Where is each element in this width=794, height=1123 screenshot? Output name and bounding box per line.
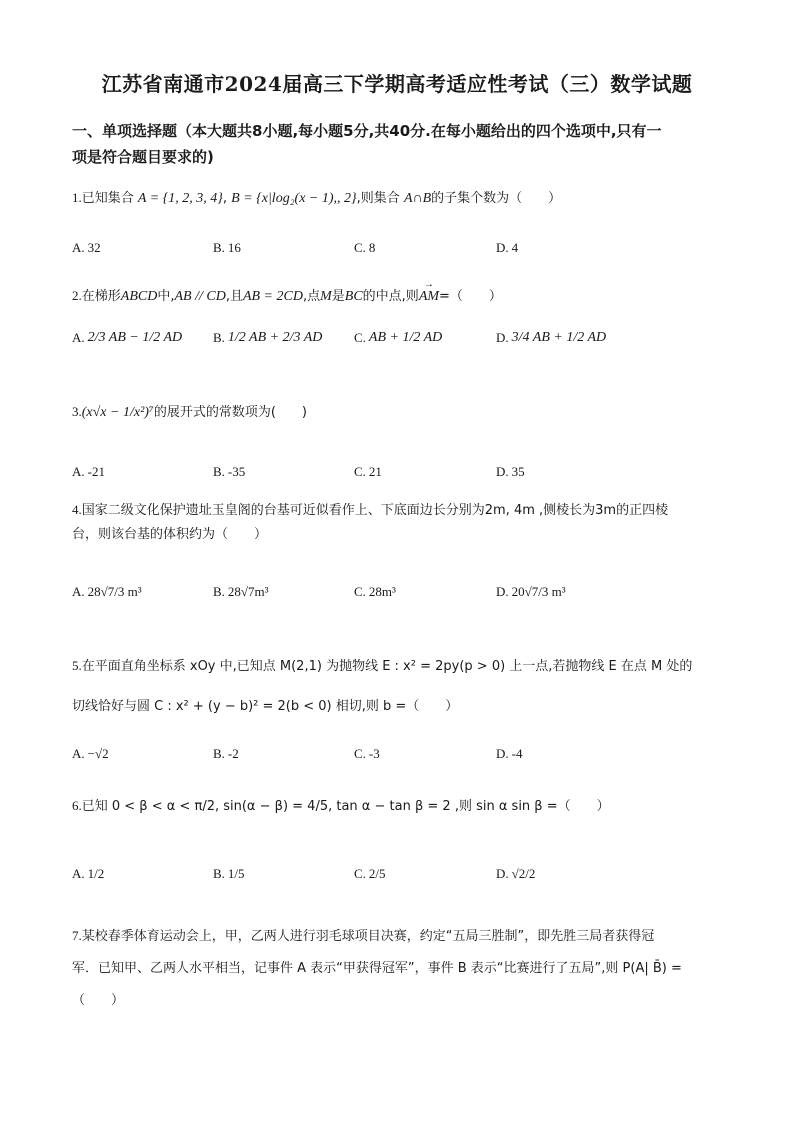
question-7: 7.某校春季体育运动会上，甲，乙两人进行羽毛球项目决赛，约定“五局三胜制”，即先胜三局者获得冠 军．已知甲、乙两人水平相当，记事件 A 表示“甲获得冠军”，事件 B 表示“比赛进行了五局”,则 P(A| B̄) = （ ） — [72, 928, 682, 1008]
intersection-expr: A∩B — [403, 191, 432, 206]
question-number: 3. — [72, 404, 82, 419]
section-heading-line-1: 一、单项选择题（本大题共8小题,每小题5分,共40分.在每小题给出的四个选项中,只有一 — [72, 122, 662, 140]
binomial-expr: (x√x − 1/x²)⁷ — [81, 405, 154, 420]
question-5: 5.在平面直角坐标系 xOy 中,已知点 M(2,1) 为抛物线 E : x² = 2py(p > 0) 上一点,若抛物线 E 在点 M 处的 切线恰好与圆 C : x² + (y − b)² = 2(b < 0) 相切,则 b =（ ） — [72, 658, 693, 714]
question-number: 1. — [72, 190, 82, 205]
question-4: 4.国家二级文化保护遗址玉皇阁的台基可近似看作上、下底面边长分别为2m, 4m ,侧棱长为3m的正四棱 台，则该台基的体积约为（ ） — [72, 502, 669, 542]
question-2-options — [72, 330, 722, 366]
question-3: 3.(x√x − 1/x²)⁷的展开式的常数项为( ) — [72, 404, 307, 420]
option-d[interactable]: D. 3/4 AB + 1/2 AD — [496, 330, 607, 345]
set-a: A = {1, 2, 3, 4} — [137, 191, 223, 206]
option-b[interactable]: B. 1/5 — [213, 866, 245, 881]
option-a[interactable]: A. 28√7/3 m³ — [72, 584, 142, 599]
option-a[interactable]: A. 32 — [72, 240, 101, 255]
option-a[interactable]: A. 2/3 AB − 1/2 AD — [72, 330, 183, 345]
option-c[interactable]: C. 21 — [354, 464, 382, 479]
question-number: 4. — [72, 502, 82, 517]
exam-title: 江苏省南通市2024届高三下学期高考适应性考试（三）数学试题 — [101, 72, 693, 96]
question-number: 7. — [72, 928, 82, 943]
section-heading — [72, 118, 722, 170]
option-d[interactable]: D. 20√7/3 m³ — [496, 584, 566, 599]
option-b[interactable]: B. 1/2 AB + 2/3 AD — [213, 330, 323, 345]
question-number: 2. — [72, 288, 82, 303]
option-c[interactable]: C. -3 — [354, 746, 380, 761]
option-a[interactable]: A. −√2 — [72, 746, 109, 761]
option-d[interactable]: D. -4 — [496, 746, 523, 761]
option-b[interactable]: B. -2 — [213, 746, 239, 761]
option-b[interactable]: B. -35 — [213, 464, 246, 479]
question-number: 6. — [72, 798, 82, 813]
option-d[interactable]: D. 4 — [496, 240, 519, 255]
option-d[interactable]: D. √2/2 — [496, 866, 536, 881]
option-c[interactable]: C. 2/5 — [354, 866, 386, 881]
option-c[interactable]: C. 28m³ — [354, 584, 396, 599]
question-2: 2.在梯形ABCD中,AB // CD,且AB = 2CD,点M是BC的中点,则→ AM=（ ） — [72, 286, 722, 307]
option-b[interactable]: B. 16 — [213, 240, 241, 255]
option-a[interactable]: A. 1/2 — [72, 866, 105, 881]
option-c[interactable]: C. 8 — [354, 240, 376, 255]
option-a[interactable]: A. -21 — [72, 464, 105, 479]
option-b[interactable]: B. 28√7m³ — [213, 584, 269, 599]
question-number: 5. — [72, 658, 82, 673]
set-b: B = {x|log₂(x − 1),, 2} — [231, 191, 357, 206]
section-heading-line-2: 项是符合题目要求的) — [72, 148, 214, 166]
question-6: 6.已知 0 < β < α < π/2, sin(α − β) = 4/5, tan α − tan β = 2 ,则 sin α sin β =（ ） — [72, 798, 610, 814]
vector-am: → AM — [419, 287, 439, 307]
option-c[interactable]: C. AB + 1/2 AD — [354, 330, 443, 345]
question-1: 1.已知集合 A = {1, 2, 3, 4}, B = {x|log₂(x − 1),, 2},则集合 A∩B的子集个数为（ ） — [72, 190, 562, 206]
option-d[interactable]: D. 35 — [496, 464, 525, 479]
